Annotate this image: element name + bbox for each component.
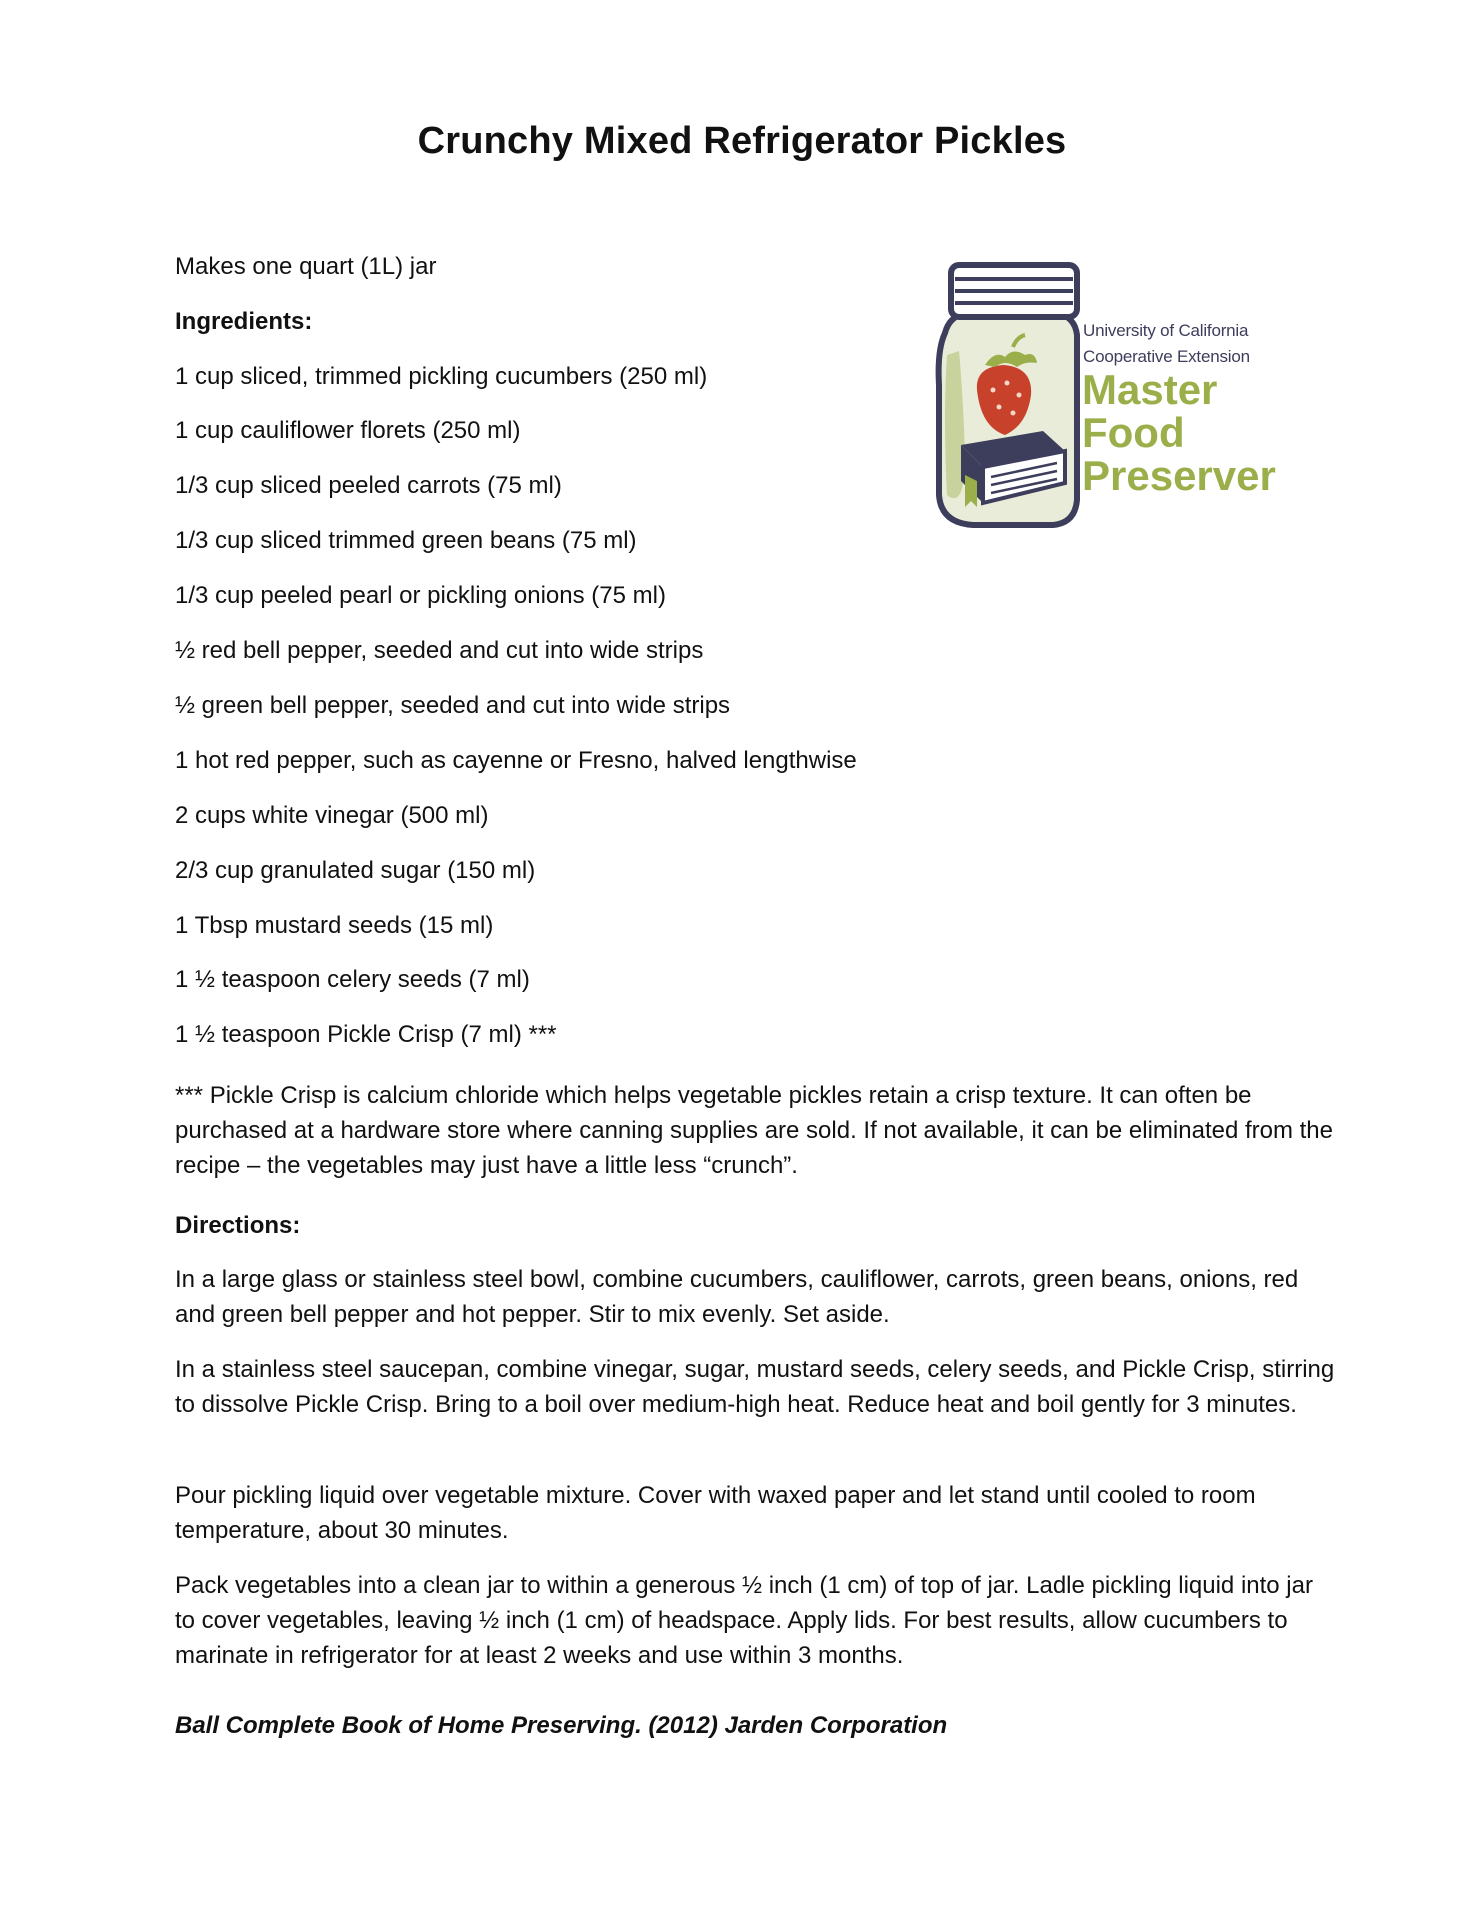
directions-heading: Directions: (175, 1212, 301, 1239)
ingredient-item: 1 cup sliced, trimmed pickling cucumbers (250 ml) (175, 363, 708, 390)
ingredient-item: 1 cup cauliflower florets (250 ml) (175, 417, 521, 444)
ingredients-heading: Ingredients: (175, 308, 313, 335)
direction-step: In a large glass or stainless steel bowl, combine cucumbers, cauliflower, carrots, green beans, onions, red and green bell pepper and hot pepper. Stir to mix evenly. Set aside. (175, 1266, 1299, 1328)
ingredient-item: 1 ½ teaspoon Pickle Crisp (7 ml) *** (175, 1021, 557, 1048)
pickle-crisp-note: *** Pickle Crisp is calcium chloride which helps vegetable pickles retain a crisp texture. It can often be purchased at a hardware store where canning supplies are sold. If not available, it can be eliminated from the recipe – the vegetables may just have a little less “crunch”. (175, 1082, 1333, 1179)
ingredient-item: 2 cups white vinegar (500 ml) (175, 802, 489, 829)
page-title: Crunchy Mixed Refrigerator Pickles (417, 120, 1067, 162)
direction-step: In a stainless steel saucepan, combine vinegar, sugar, mustard seeds, celery seeds, and Pickle Crisp, stirring to dissolve Pickle Crisp. Bring to a boil over medium-high heat. Reduce heat and boil gently for 3 minutes. (175, 1356, 1335, 1418)
ingredient-item: 1 ½ teaspoon celery seeds (7 ml) (175, 966, 530, 993)
ingredient-item: ½ red bell pepper, seeded and cut into wide strips (175, 637, 704, 664)
direction-step: Pour pickling liquid over vegetable mixture. Cover with waxed paper and let stand until cooled to room temperature, about 30 minutes. (175, 1482, 1256, 1544)
yield-text: Makes one quart (1L) jar (175, 253, 437, 280)
source-citation: Ball Complete Book of Home Preserving. (2012) Jarden Corporation (175, 1712, 948, 1739)
ingredient-item: 1 Tbsp mustard seeds (15 ml) (175, 912, 494, 939)
ingredient-item: ½ green bell pepper, seeded and cut into wide strips (175, 692, 731, 719)
logo-org-text: University of California Cooperative Extension (1083, 321, 1250, 366)
ingredient-item: 2/3 cup granulated sugar (150 ml) (175, 857, 536, 884)
direction-step: Pack vegetables into a clean jar to within a generous ½ inch (1 cm) of top of jar. Ladle pickling liquid into jar to cover vegetables, leaving ½ inch (1 cm) of headspace. Apply lids. For best results, allow cucumbers to marinate in refrigerator for at least 2 weeks and use within 3 months. (175, 1572, 1313, 1669)
ingredient-item: 1/3 cup peeled pearl or pickling onions (75 ml) (175, 582, 666, 609)
logo-program-text: Master Food Preserver (1082, 366, 1276, 499)
ingredient-item: 1/3 cup sliced peeled carrots (75 ml) (175, 472, 562, 499)
ingredient-item: 1 hot red pepper, such as cayenne or Fresno, halved lengthwise (175, 747, 857, 774)
ingredient-item: 1/3 cup sliced trimmed green beans (75 ml) (175, 527, 637, 554)
